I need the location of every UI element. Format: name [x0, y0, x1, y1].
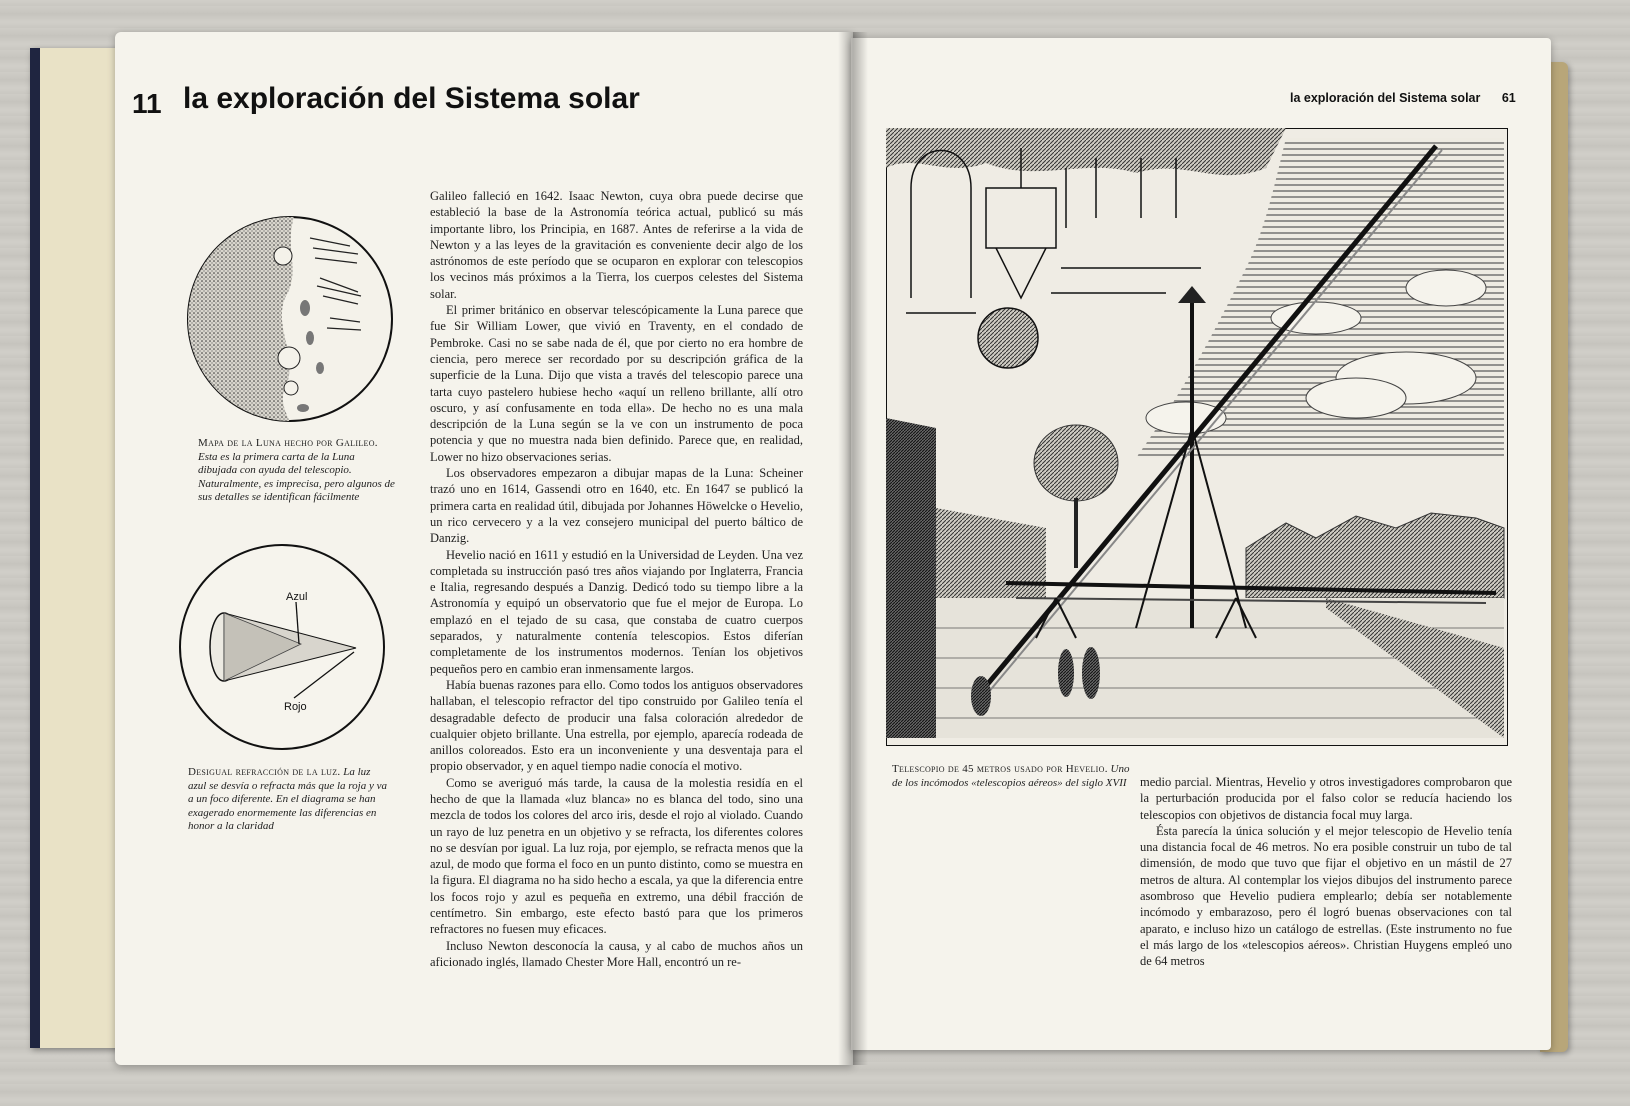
label-red: Rojo — [284, 701, 307, 713]
paragraph: El primer británico en observar telescópicamente la Luna parece que fue Sir William Lower, que vivió en Traventy, en el condado de Pembroke. Casi no se sabe nada de él, que por cierto no era hombre de ciencia, pero merece ser recordado por su descripción gráfica de la superficie de la Luna. Dijo que vista a través del telescopio parece una tarta cuyo pastelero hubiese hecho «aquí un relleno brillante, allí otro oscuro, y así confusamente en toda ella». De hecho no es una mala descripción de la Luna según se la ve con un instrumento de poca potencia y que no muestra nada bien definido. Parece que, en realidad, Lower no hizo observaciones serias. — [430, 303, 803, 464]
chapter-number: 11 — [132, 88, 162, 119]
telescope-caption — [892, 763, 1140, 790]
book-gutter — [838, 32, 868, 1065]
moon-map-illustration — [185, 208, 395, 430]
page-number: 61 — [1501, 91, 1516, 105]
paragraph: medio parcial. Mientras, Hevelio y otros investigadores comprobaron que la perturbación producida por el falso color se reducía haciendo los telescopios con objetivos de distancia focal muy larga. — [1140, 775, 1512, 822]
paragraph: Como se averiguó más tarde, la causa de la molestia residía en el hecho de que la llamada «luz blanca» no es blanca del todo, sino una mezcla de todos los colores del arco iris, desde el rojo al violado. Cuando un rayo de luz penetra en un objetivo y se refracta, los diferentes colores no se desvían por igual. La luz roja, por ejemplo, se refracta menos que la azul, de modo que forma el foco en un punto distinto, como se muestra en la figura. El diagrama no ha sido hecho a escala, ya que la diferencia entre los focos rojo y azul es pequeña en extremo, una débil fracción de centímetro. Sin embargo, este efecto bastó para que los primeros refractores no fuesen muy eficaces. — [430, 775, 803, 937]
paragraph: Hevelio nació en 1611 y estudió en la Universidad de Leyden. Una vez completada su instrucción pasó tres años viajando por Inglaterra, Francia e Italia, regresando después a Danzig. Dedicó todo su tiempo libre a la Astronomía y equipó un observatorio que fue el mejor de Europa. Lo emplazó en el tejado de su casa, que constaba de cuatro cuerpos separados, y naturalmente contenía telescopios. Estos diferían completamente de los instrumentos modernos. Tenían los objetivos pequeños pero en cambio eran inmensamente largos. — [430, 547, 803, 676]
running-head-title: la exploración del Sistema solar — [1290, 91, 1481, 105]
right-body-text — [1140, 774, 1512, 970]
chapter-title: la exploración del Sistema solar — [183, 82, 640, 115]
refraction-diagram — [176, 540, 390, 756]
refraction-caption-lead: Desigual refracción de la luz. — [188, 766, 341, 778]
telescope-caption-text: Uno de los incómodos «telescopios aéreos» del siglo XVII — [892, 763, 1130, 789]
paragraph: Incluso Newton desconocía la causa, y al cabo de muchos años un aficionado inglés, llamado Chester More Hall, encontró un re- — [430, 938, 803, 969]
moon-caption — [198, 437, 396, 505]
paragraph: Ésta parecía la única solución y el mejor telescopio de Hevelio tenía una distancia focal de 46 metros. No era posible construir un tubo de tal dimensión, de modo que tuvo que fijar el objetivo en un mástil de 27 metros de altura. Al contemplar los viejos dibujos del instrumento parece asombroso que Hevelio pudiera emplearlo; debía ser notablemente incómodo y embarazoso, pero él logró buenas observaciones con tal aparato, e incluso hizo un catálogo de estrellas. (Este instrumento no fue el más largo de los «telescopios aéreos». Christian Huygens empleó uno de 64 metros — [1140, 823, 1512, 969]
running-head — [1290, 91, 1588, 105]
moon-caption-text: Esta es la primera carta de la Luna dibujada con ayuda del telescopio. Naturalmente, es imprecisa, pero algunos de sus detalles se identifican fácilmente — [198, 450, 395, 503]
telescope-caption-lead: Telescopio de 45 metros usado por Hevelio. — [892, 763, 1108, 775]
refraction-caption — [188, 766, 388, 834]
paragraph: Los observadores empezaron a dibujar mapas de la Luna: Scheiner trazó uno en 1614, Gassendi otro en 1640, etc. En 1647 se publicó la primera carta en realidad útil, dibujada por Johannes Höwelcke o Hevelio, un rico cervecero y a la vez consejero municipal del puerto báltico de Danzig. — [430, 466, 803, 546]
refraction-caption-text: La luz azul se desvía o refracta más que la roja y va a un foco diferente. En el diagrama se han exagerado enormemente las diferencias en honor a la claridad — [188, 766, 387, 832]
left-body-text — [430, 188, 803, 970]
aerial-telescope-engraving — [886, 128, 1508, 746]
paragraph: Había buenas razones para ello. Como todos los antiguos observadores hallaban, el telescopio refractor del tipo construido por Galileo tenía el desagradable defecto de producir una falsa coloración alrededor de cualquier objeto brillante. Una estrella, por ejemplo, aparecía rodeada de anillos coloreados. Esto era un inconveniente y una desventaja para el propio observador, y en aquel tiempo nadie conocía el motivo. — [430, 677, 803, 774]
paragraph: Galileo falleció en 1642. Isaac Newton, cuya obra puede decirse que estableció la base de la Astronomía teórica actual, publicó su más importante libro, los Principia, en 1687. Antes de referirse a la vida de Newton y a las leyes de la gravitación es conveniente decir algo de los astrónomos de este período que se ocuparon en explorar con telescopios los vecinos más próximos a la Tierra, los cuerpos celestes del Sistema solar. — [430, 189, 803, 301]
moon-caption-lead: Mapa de la Luna hecho por Galileo. — [198, 437, 378, 449]
label-blue: Azul — [286, 591, 308, 603]
